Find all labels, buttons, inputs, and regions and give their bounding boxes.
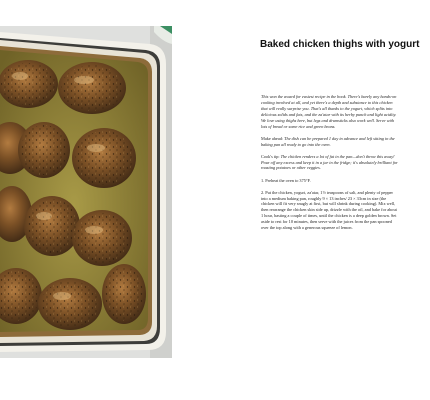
cooks-tip-label: Cook's tip: (261, 153, 280, 159)
method-step: 1. Preheat the oven to 375°F. (261, 177, 311, 183)
method-step: 2. Put the chicken, yogurt, za'atar, 1½ teaspoons of salt, and plenty of pepper into a medium baking pan, roughly 9 × 13 inches/ 23 × 33cm in size (the chicken will fit very snugly at first, but will shrink during cooking). Mix well, then rearrange the chicken skin side up, drizzle with the oil, and bake for about 1 hour, basting a couple of times, until the chicken is a deep golden brown. Set aside to rest for 10 minutes, then serve with the juices from the pan spooned over the top along with a generous squeeze of lemon. (261, 189, 397, 231)
make-ahead-text: The dish can be prepared 1 day in advance and left sitting in the baking pan all ready to go into the oven. (261, 135, 395, 147)
chicken-photo (0, 26, 172, 358)
recipe-title: Baked chicken thighs with yogurt (260, 39, 420, 50)
chicken-dish-illustration (0, 26, 172, 358)
cooks-tip-note (261, 154, 399, 172)
recipe-intro: This won the award for easiest recipe in the book. There's barely any hands-on cooking involved at all, and yet there's a depth and substance to this chicken that will really surprise you. That's all thanks to the yogurt, which splits into delicious solids and fats, and the za'atar with its herby punch and light acidity. We love using thighs here, but legs and drumsticks also work well. Serve with lots of bread or some rice and green beans. (261, 94, 397, 129)
cooks-tip-text: The chicken renders a lot of fat in the pan—don't throw this away! Pour off any excess and keep it in a jar in the fridge; it's absolutely brilliant for roasting potatoes or other veggies. (261, 153, 398, 171)
recipe-body (261, 94, 399, 237)
recipe-page (258, 26, 420, 376)
make-ahead-label: Make ahead: (261, 135, 284, 141)
make-ahead-note (261, 136, 399, 148)
